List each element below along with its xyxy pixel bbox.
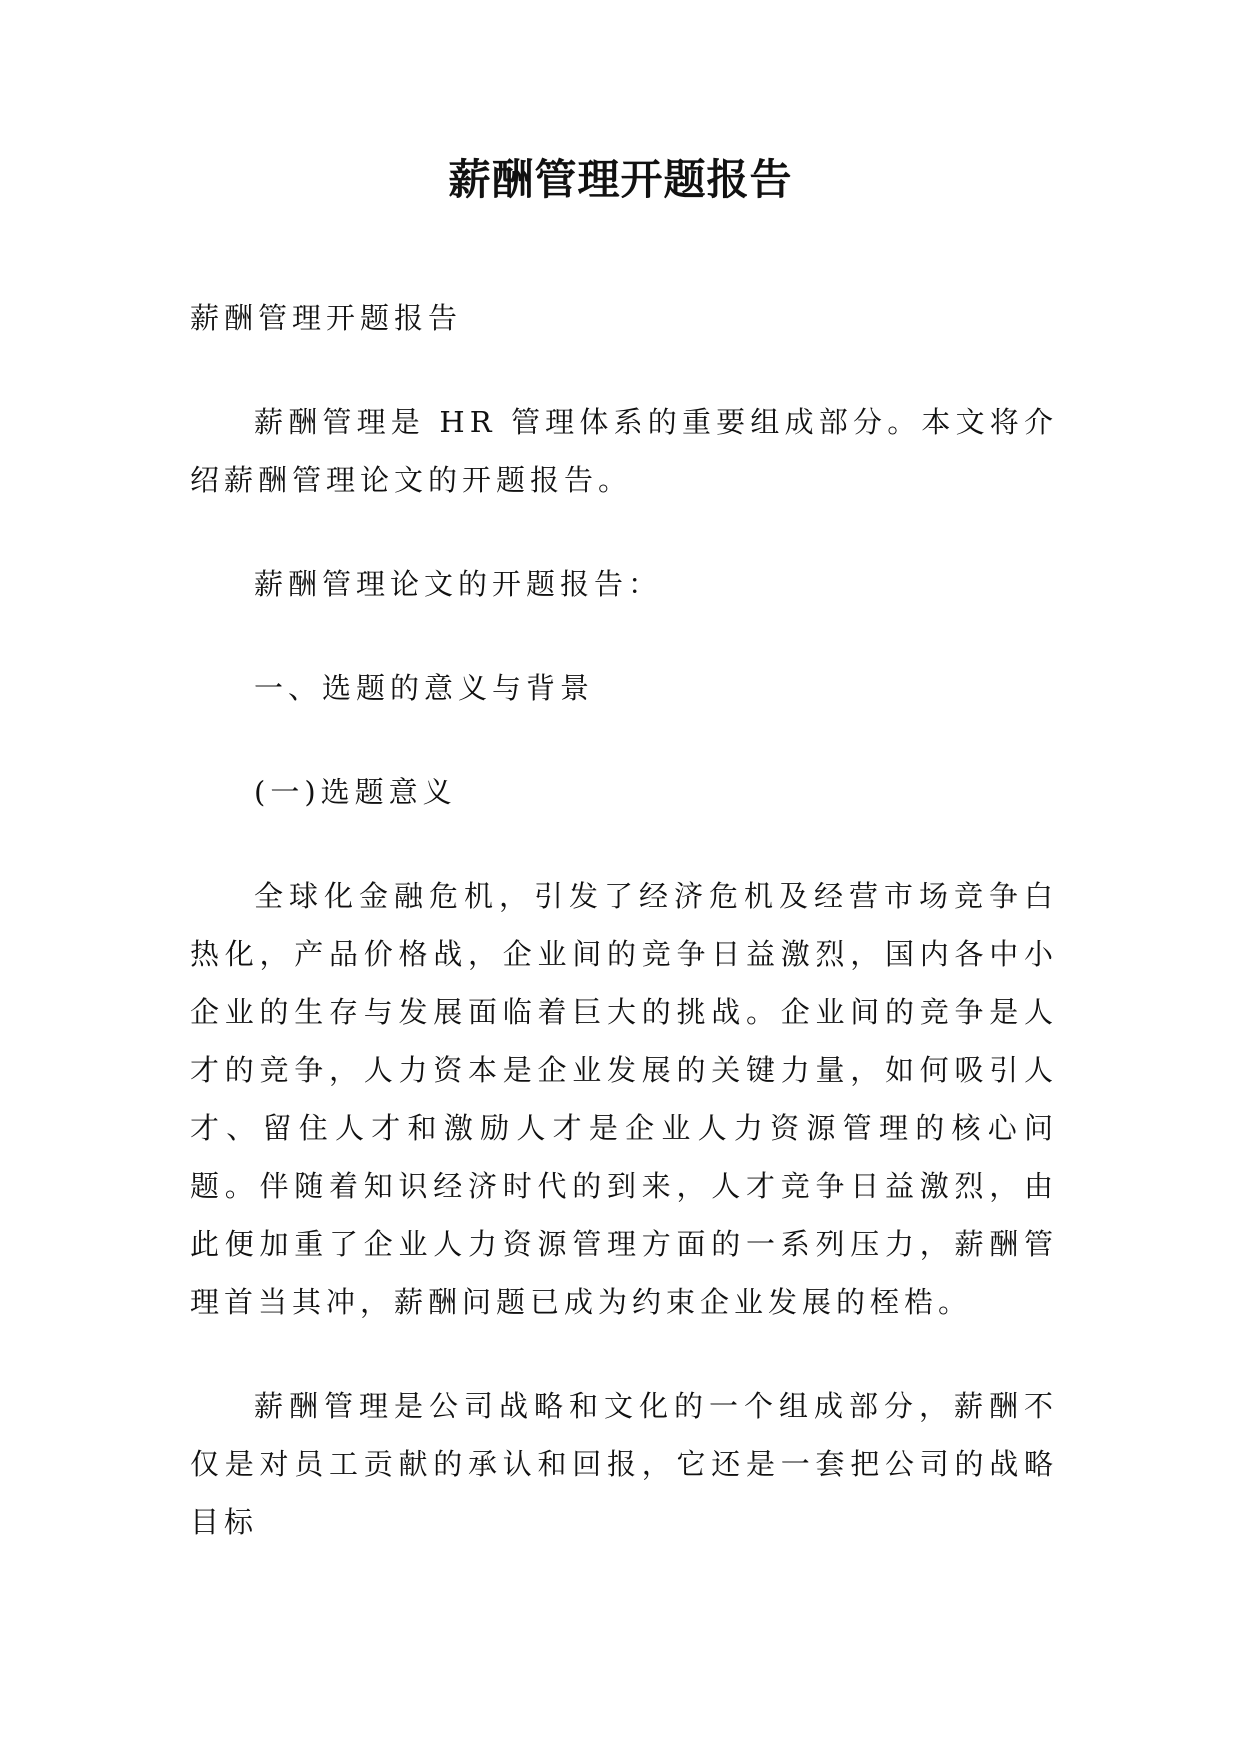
paragraph-report-heading: 薪酬管理论文的开题报告：	[254, 567, 663, 601]
paragraph-strategy: 薪酬管理是公司战略和文化的一个组成部分，薪酬不仅是对员工贡献的承认和回报，它还是一套把公司的战略目标	[190, 1389, 1058, 1539]
paragraph-intro: 薪酬管理是 HR 管理体系的重要组成部分。本文将介绍薪酬管理论文的开题报告。	[190, 405, 1058, 497]
subsection-heading-1: (一)选题意义	[254, 775, 457, 809]
document-body	[190, 289, 1058, 1597]
section-heading-1: 一、选题的意义与背景	[254, 671, 595, 705]
document-title: 薪酬管理开题报告	[448, 155, 793, 204]
paragraph-background: 全球化金融危机，引发了经济危机及经营市场竞争白热化，产品价格战，企业间的竞争日益激烈，国内各中小企业的生存与发展面临着巨大的挑战。企业间的竞争是人才的竞争，人力资本是企业发展的关键力量，如何吸引人才、留住人才和激励人才是企业人力资源管理的核心问题。伴随着知识经济时代的到来，人才竞争日益激烈，由此便加重了企业人力资源管理方面的一系列压力，薪酬管理首当其冲，薪酬问题已成为约束企业发展的桎梏。	[190, 879, 1058, 1319]
paragraph-subtitle: 薪酬管理开题报告	[190, 301, 463, 335]
